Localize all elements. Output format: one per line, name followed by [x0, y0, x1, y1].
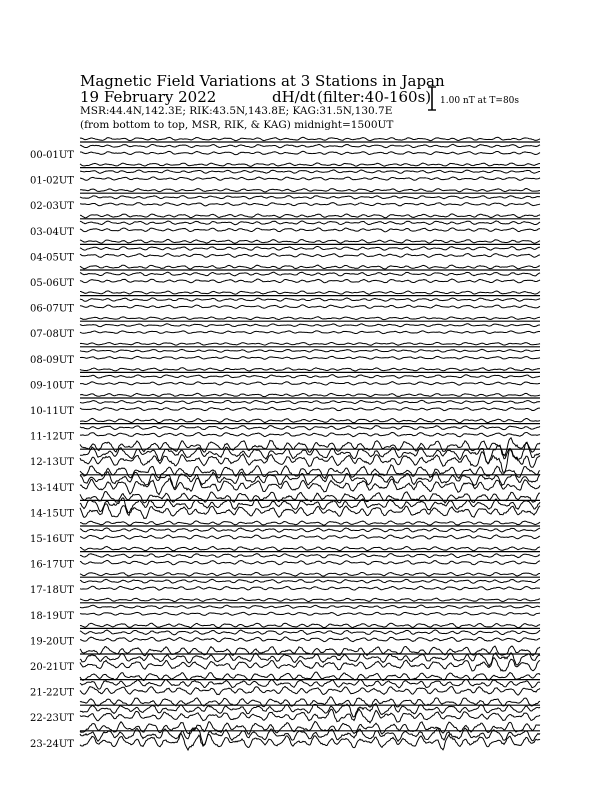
trace-rik — [80, 144, 540, 147]
row-label: 01-02UT — [30, 175, 74, 187]
trace-rik — [80, 170, 540, 173]
trace-kag — [80, 291, 540, 294]
row-21-22UT — [30, 672, 540, 699]
row-label: 14-15UT — [30, 508, 74, 520]
row-label: 11-12UT — [30, 431, 74, 443]
trace-rik — [80, 528, 540, 532]
trace-kag — [80, 721, 540, 734]
row-02-03UT — [30, 189, 540, 213]
trace-rik — [80, 272, 540, 276]
trace-rik — [80, 349, 540, 352]
trace-rik — [80, 375, 540, 378]
station-coords: MSR:44.4N,142.3E; RIK:43.5N,143.8E; KAG:31.5N,130.7E — [80, 105, 393, 117]
trace-msr — [80, 560, 540, 564]
trace-kag — [80, 418, 540, 422]
trace-kag — [80, 368, 540, 371]
trace-msr — [80, 254, 540, 258]
row-label: 02-03UT — [30, 201, 74, 213]
row-11-12UT — [30, 418, 540, 442]
row-06-07UT — [30, 291, 540, 315]
trace-kag — [80, 137, 540, 140]
trace-msr — [80, 177, 540, 180]
row-label: 06-07UT — [30, 303, 74, 315]
row-label: 13-14UT — [30, 482, 74, 494]
row-22-23UT — [30, 697, 540, 724]
trace-msr — [80, 305, 540, 308]
row-18-19UT — [30, 598, 540, 622]
row-15-16UT — [30, 521, 540, 545]
trace-msr — [80, 535, 540, 539]
trace-msr — [80, 407, 540, 410]
row-13-14UT — [30, 465, 540, 495]
row-label: 08-09UT — [30, 354, 74, 366]
trace-kag — [80, 342, 540, 345]
row-label: 05-06UT — [30, 278, 74, 289]
trace-msr — [80, 612, 540, 615]
row-04-05UT — [30, 239, 540, 263]
trace-msr — [80, 203, 540, 206]
chart-date: 19 February 2022 — [80, 88, 217, 106]
row-01-02UT — [30, 163, 540, 187]
trace-kag — [80, 572, 540, 576]
trace-msr — [80, 279, 540, 283]
chart-quantity: dH/dt — [272, 88, 316, 106]
row-label: 19-20UT — [30, 636, 74, 648]
trace-rik — [80, 298, 540, 301]
station-order-note: (from bottom to top, MSR, RIK, & KAG) midnight=1500UT — [80, 119, 394, 131]
row-label: 07-08UT — [30, 329, 74, 341]
row-label: 03-04UT — [30, 226, 74, 238]
row-label: 12-13UT — [30, 457, 74, 469]
row-label: 22-23UT — [30, 713, 74, 725]
trace-msr — [80, 432, 540, 436]
row-label: 10-11UT — [30, 406, 74, 417]
row-07-08UT — [30, 317, 540, 341]
trace-msr — [80, 382, 540, 385]
row-16-17UT — [30, 546, 540, 570]
trace-msr — [80, 586, 540, 590]
row-03-04UT — [30, 214, 540, 238]
row-20-21UT — [30, 646, 540, 673]
trace-msr — [80, 151, 540, 154]
row-label: 21-22UT — [30, 687, 74, 699]
trace-msr — [80, 504, 540, 519]
trace-kag — [80, 598, 540, 602]
row-label: 04-05UT — [30, 252, 74, 264]
trace-kag — [80, 623, 540, 628]
row-00-01UT — [30, 137, 540, 161]
trace-msr — [80, 228, 540, 232]
chart-title: Magnetic Field Variations at 3 Stations in Japan — [80, 72, 445, 90]
row-19-20UT — [30, 623, 540, 647]
trace-rik — [80, 246, 540, 250]
trace-kag — [80, 521, 540, 525]
row-14-15UT — [30, 491, 540, 519]
trace-kag — [80, 265, 540, 269]
trace-rik — [80, 605, 540, 608]
row-label: 20-21UT — [30, 662, 74, 673]
row-09-10UT — [30, 368, 540, 392]
row-label: 00-01UT — [30, 150, 74, 161]
trace-msr — [80, 356, 540, 359]
trace-rik — [80, 554, 540, 558]
trace-rik — [80, 426, 540, 430]
trace-rik — [80, 630, 540, 635]
trace-kag — [80, 163, 540, 166]
trace-kag — [80, 189, 540, 192]
row-label: 23-24UT — [30, 738, 74, 750]
trace-rik — [80, 196, 540, 199]
row-17-18UT — [30, 572, 540, 596]
row-label: 15-16UT — [30, 534, 74, 545]
trace-kag — [80, 239, 540, 243]
scale-label: 1.00 nT at T=80s — [440, 96, 520, 106]
chart-filter: (filter:40-160s) — [317, 88, 432, 106]
row-08-09UT — [30, 342, 540, 365]
trace-msr — [80, 331, 540, 334]
row-label: 17-18UT — [30, 585, 74, 597]
trace-rik — [80, 579, 540, 583]
row-label: 09-10UT — [30, 380, 74, 392]
row-label: 16-17UT — [30, 559, 74, 571]
trace-kag — [80, 214, 540, 218]
trace-rik — [80, 324, 540, 327]
row-label: 18-19UT — [30, 610, 74, 622]
trace-msr — [80, 686, 540, 695]
row-05-06UT — [30, 265, 540, 289]
row-10-11UT — [30, 393, 540, 417]
trace-kag — [80, 393, 540, 396]
trace-kag — [80, 317, 540, 320]
row-23-24UT — [30, 721, 540, 750]
trace-kag — [80, 465, 540, 479]
trace-msr — [80, 637, 540, 642]
trace-rik — [80, 400, 540, 403]
trace-msr — [80, 733, 540, 750]
trace-kag — [80, 546, 540, 550]
trace-rik — [80, 221, 540, 225]
